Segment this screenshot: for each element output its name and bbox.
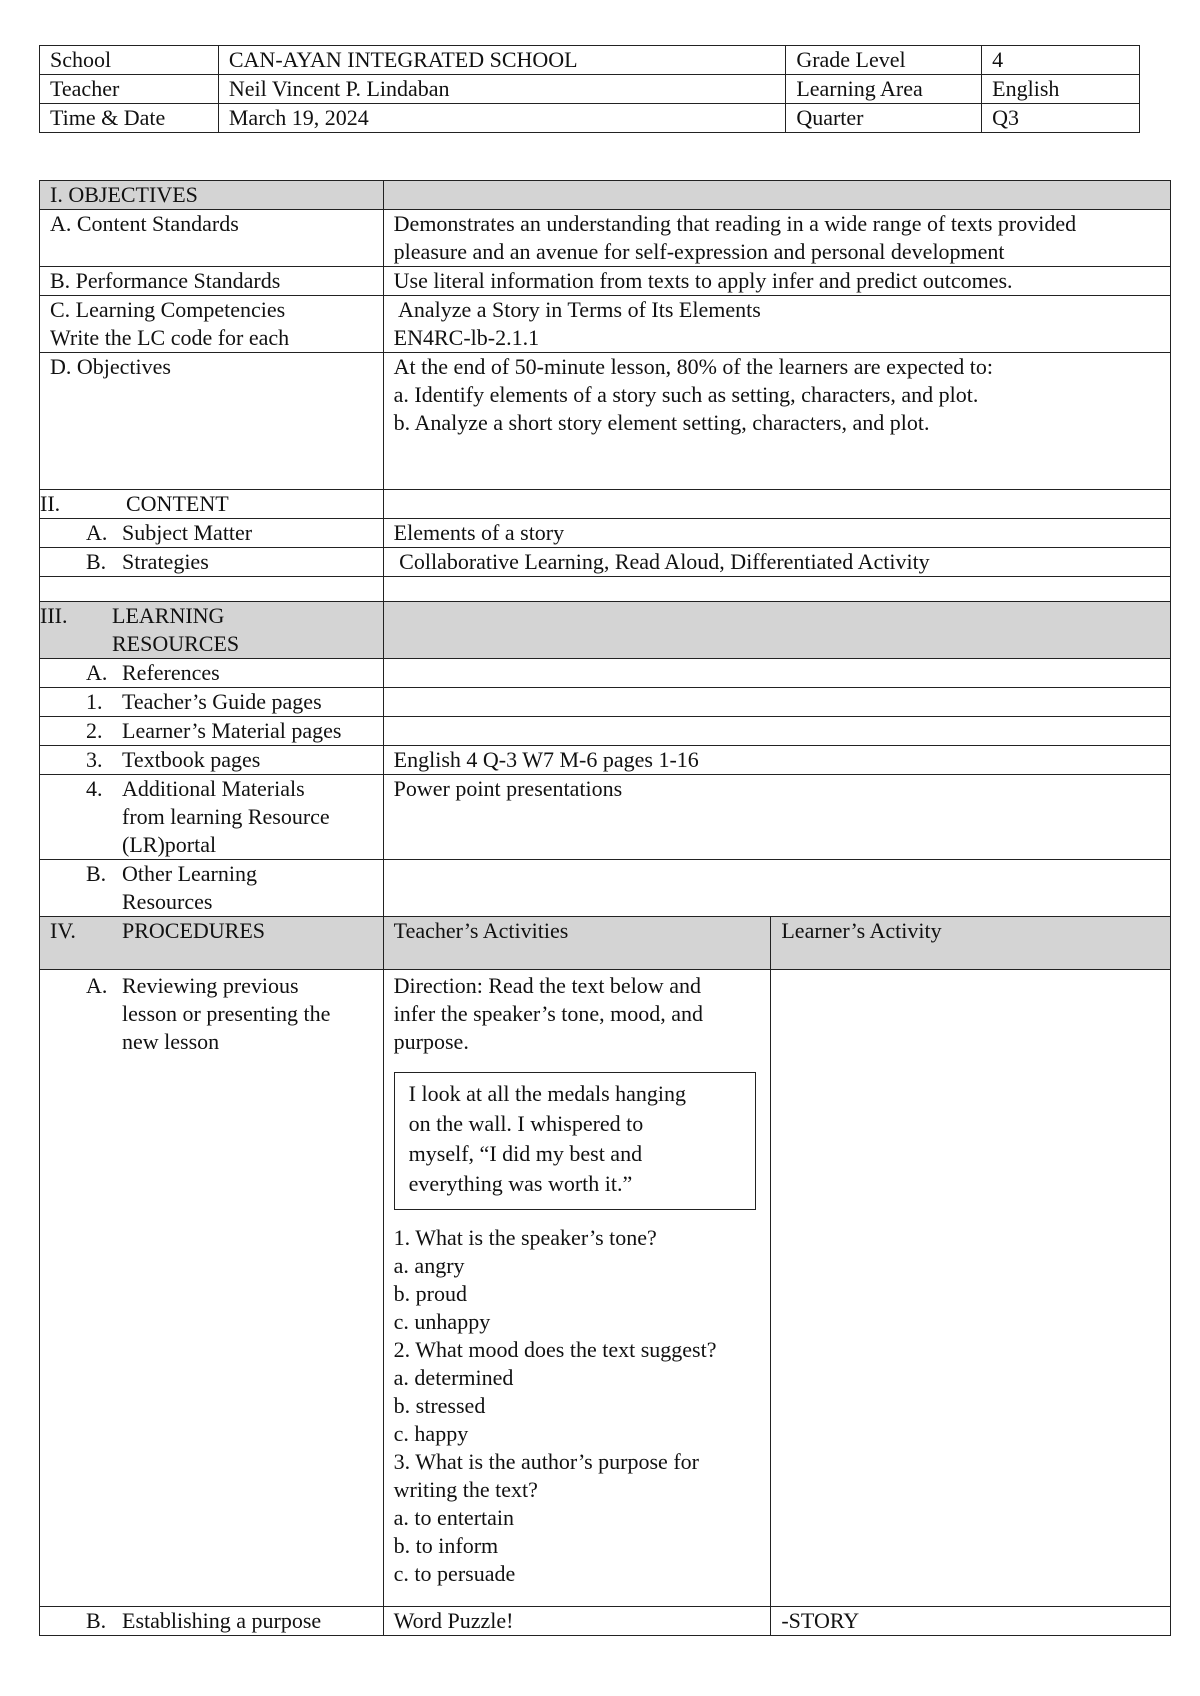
school-label: School [40, 46, 219, 75]
teachers-guide-text: Teacher’s Guide pages [122, 689, 322, 714]
blank-cell-left [40, 577, 384, 602]
subject-matter-text: Subject Matter [122, 520, 253, 545]
learners-material-label [40, 717, 384, 746]
direction-line-3: purpose. [393, 1029, 469, 1054]
establishing-purpose-text: Establishing a purpose [122, 1608, 322, 1633]
question-list [394, 1224, 761, 1606]
establishing-purpose-teacher: Word Puzzle! [383, 1607, 771, 1636]
other-resources-row [40, 860, 1171, 917]
question-item: b. stressed [393, 1393, 486, 1418]
subject-matter-number: A. [86, 520, 108, 545]
references-value [383, 659, 1170, 688]
reviewing-teacher-activity [383, 970, 771, 1607]
quote-line-3: myself, “I did my best and [408, 1141, 643, 1166]
learners-material-value [383, 717, 1170, 746]
establishing-purpose-learner: -STORY [771, 1607, 1171, 1636]
quote-line-2: on the wall. I whispered to [408, 1111, 644, 1136]
content-standards-label: A. Content Standards [40, 210, 384, 267]
references-text: References [122, 660, 220, 685]
resources-heading-line-1: LEARNING [112, 603, 225, 628]
quote-line-1: I look at all the medals hanging [408, 1081, 687, 1106]
grade-level-value: 4 [982, 46, 1140, 75]
learning-competencies-value [383, 296, 1170, 353]
time-date-label: Time & Date [40, 104, 219, 133]
strategies-label [40, 548, 384, 577]
resources-heading-line-2: RESOURCES [112, 631, 240, 656]
teacher-value: Neil Vincent P. Lindaban [218, 75, 785, 104]
textbook-number: 3. [86, 747, 103, 772]
strategies-number: B. [86, 549, 107, 574]
learning-competency-code: EN4RC-lb-2.1.1 [393, 325, 540, 350]
procedures-heading-row [40, 917, 1171, 970]
textbook-value: English 4 Q-3 W7 M-6 pages 1-16 [383, 746, 1170, 775]
learning-area-value: English [982, 75, 1140, 104]
establishing-purpose-label [40, 1607, 384, 1636]
learners-material-text: Learner’s Material pages [122, 718, 342, 743]
subject-matter-row [40, 519, 1171, 548]
other-resources-label [40, 860, 384, 917]
other-resources-number: B. [86, 861, 107, 886]
blank-cell-right [383, 577, 1170, 602]
additional-materials-row [40, 775, 1171, 860]
content-standards-line-2: pleasure and an avenue for self-expression and personal development [393, 239, 1005, 264]
question-item: 1. What is the speaker’s tone? [393, 1225, 657, 1250]
blank-row [40, 577, 1171, 602]
header-table [39, 45, 1140, 133]
performance-standards-label: B. Performance Standards [40, 267, 384, 296]
textbook-row [40, 746, 1171, 775]
learners-material-number: 2. [86, 718, 103, 743]
teacher-label: Teacher [40, 75, 219, 104]
objective-b: b. Analyze a short story element setting, characters, and plot. [393, 410, 930, 435]
performance-standards-row [40, 267, 1171, 296]
content-heading-number: II. [40, 491, 61, 516]
time-date-value: March 19, 2024 [218, 104, 785, 133]
additional-materials-line-3: (LR)portal [122, 832, 217, 857]
quote-box [394, 1072, 757, 1210]
content-heading-text: CONTENT [126, 491, 229, 516]
objectives-value [383, 353, 1170, 490]
lesson-plan-table [39, 180, 1171, 1636]
resources-heading [40, 602, 384, 659]
reviewing-number: A. [86, 973, 108, 998]
quarter-label: Quarter [786, 104, 982, 133]
question-item: writing the text? [393, 1477, 538, 1502]
establishing-purpose-number: B. [86, 1608, 107, 1633]
resources-heading-row [40, 602, 1171, 659]
content-standards-value [383, 210, 1170, 267]
question-item: 2. What mood does the text suggest? [393, 1337, 717, 1362]
textbook-label [40, 746, 384, 775]
reviewing-line-1: Reviewing previous [122, 973, 299, 998]
objective-intro: At the end of 50-minute lesson, 80% of the learners are expected to: [393, 354, 993, 379]
reviewing-learner-activity [771, 970, 1171, 1607]
subject-matter-label [40, 519, 384, 548]
procedures-heading-text: PROCEDURES [122, 918, 266, 943]
quote-line-4: everything was worth it.” [408, 1171, 633, 1196]
procedures-heading-number: IV. [50, 918, 76, 943]
establishing-purpose-row [40, 1607, 1171, 1636]
learning-competencies-label-1: C. Learning Competencies [50, 297, 286, 322]
learning-area-label: Learning Area [786, 75, 982, 104]
teachers-guide-row [40, 688, 1171, 717]
other-resources-value [383, 860, 1170, 917]
learners-material-row [40, 717, 1171, 746]
question-item: c. unhappy [393, 1309, 491, 1334]
reviewing-line-2: lesson or presenting the [122, 1001, 331, 1026]
reviewing-line-3: new lesson [122, 1029, 220, 1054]
objectives-heading-row [40, 181, 1171, 210]
question-item: 3. What is the author’s purpose for [393, 1449, 699, 1474]
question-item: a. to entertain [393, 1505, 515, 1530]
content-standards-row [40, 210, 1171, 267]
learning-competencies-row [40, 296, 1171, 353]
content-heading-row [40, 490, 1171, 519]
header-row-teacher [40, 75, 1140, 104]
strategies-text: Strategies [122, 549, 209, 574]
objective-a: a. Identify elements of a story such as setting, characters, and plot. [393, 382, 979, 407]
learning-competencies-label [40, 296, 384, 353]
objectives-heading-blank [383, 181, 1170, 210]
teachers-guide-value [383, 688, 1170, 717]
objectives-label: D. Objectives [40, 353, 384, 490]
question-item: a. angry [393, 1253, 465, 1278]
teachers-guide-label [40, 688, 384, 717]
resources-heading-blank [383, 602, 1170, 659]
resources-heading-number: III. [40, 603, 68, 628]
content-standards-line-1: Demonstrates an understanding that reading in a wide range of texts provided [393, 211, 1077, 236]
quarter-value: Q3 [982, 104, 1140, 133]
reviewing-row [40, 970, 1171, 1607]
grade-level-label: Grade Level [786, 46, 982, 75]
objectives-heading: I. OBJECTIVES [40, 181, 384, 210]
content-heading-blank [383, 490, 1170, 519]
procedures-heading [40, 917, 384, 970]
textbook-text: Textbook pages [122, 747, 261, 772]
content-heading [40, 490, 384, 519]
question-item: c. happy [393, 1421, 469, 1446]
objectives-row [40, 353, 1171, 490]
other-resources-line-1: Other Learning [122, 861, 257, 886]
school-value: CAN-AYAN INTEGRATED SCHOOL [218, 46, 785, 75]
question-item: b. to inform [393, 1533, 499, 1558]
question-item: a. determined [393, 1365, 514, 1390]
learning-competency-text: Analyze a Story in Terms of Its Elements [393, 297, 761, 322]
performance-standards-value: Use literal information from texts to apply infer and predict outcomes. [383, 267, 1170, 296]
learners-activity-header: Learner’s Activity [771, 917, 1171, 970]
additional-materials-line-2: from learning Resource [122, 804, 330, 829]
question-item: c. to persuade [393, 1561, 516, 1586]
additional-materials-number: 4. [86, 776, 103, 801]
question-item: b. proud [393, 1281, 467, 1306]
strategies-row [40, 548, 1171, 577]
direction-line-1: Direction: Read the text below and [393, 973, 701, 998]
additional-materials-label [40, 775, 384, 860]
reviewing-label [40, 970, 384, 1607]
teachers-guide-number: 1. [86, 689, 103, 714]
subject-matter-value: Elements of a story [383, 519, 1170, 548]
additional-materials-line-1: Additional Materials [122, 776, 305, 801]
header-row-school [40, 46, 1140, 75]
learning-competencies-label-2: Write the LC code for each [50, 325, 290, 350]
direction-line-2: infer the speaker’s tone, mood, and [393, 1001, 704, 1026]
references-number: A. [86, 660, 108, 685]
other-resources-line-2: Resources [122, 889, 213, 914]
teachers-activities-header: Teacher’s Activities [383, 917, 771, 970]
strategies-value: Collaborative Learning, Read Aloud, Differentiated Activity [383, 548, 1170, 577]
additional-materials-value: Power point presentations [383, 775, 1170, 860]
references-row [40, 659, 1171, 688]
references-label [40, 659, 384, 688]
header-row-time [40, 104, 1140, 133]
